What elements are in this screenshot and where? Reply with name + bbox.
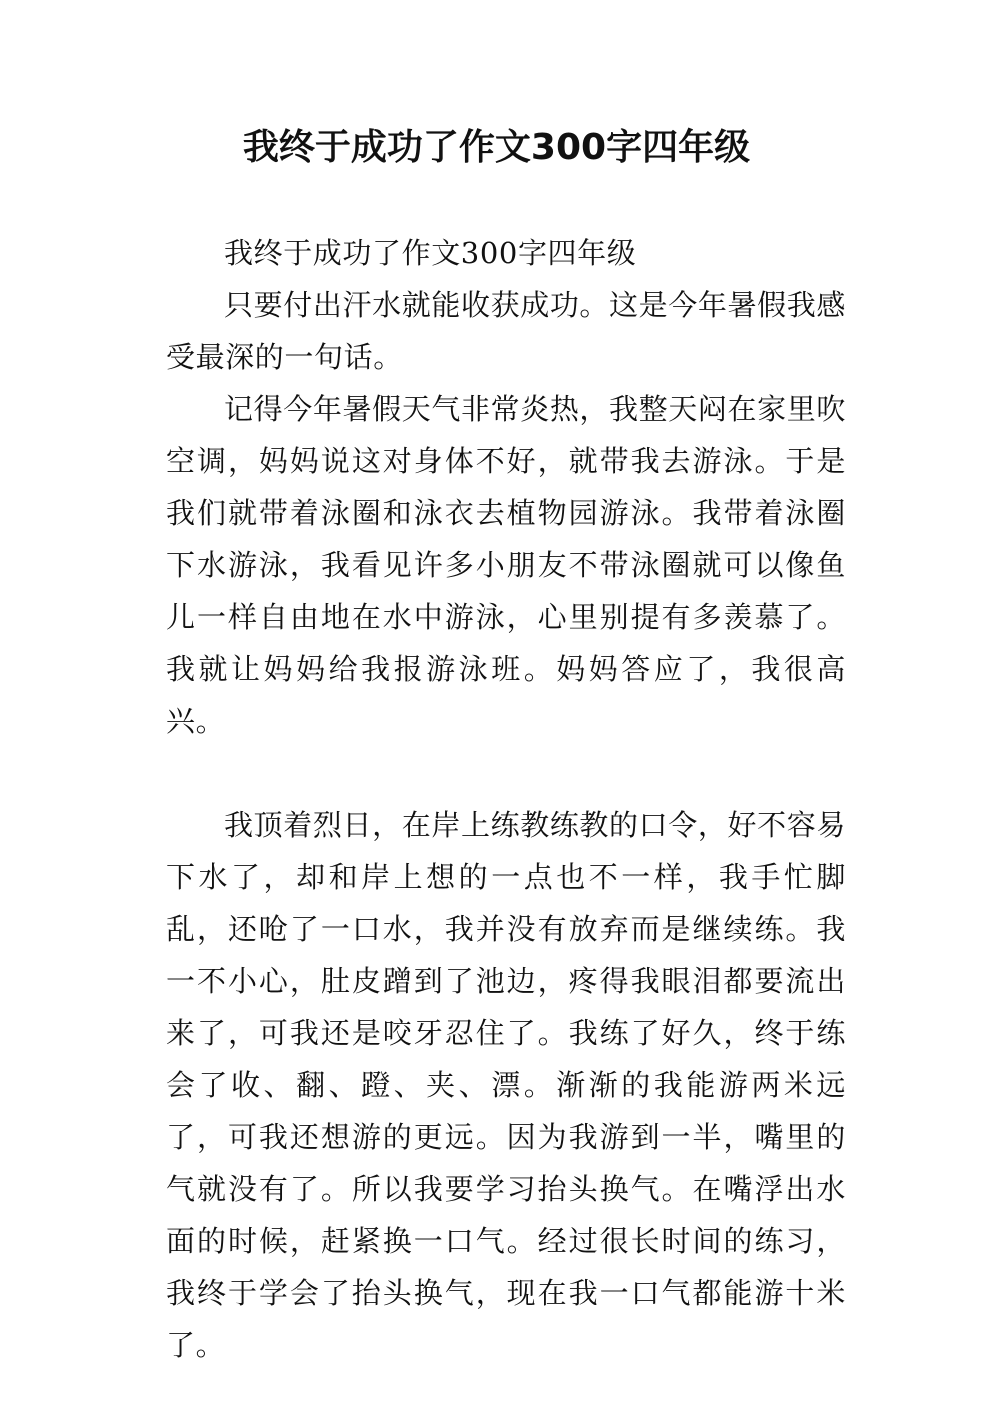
paragraph-practice: 我顶着烈日，在岸上练教练教的口令，好不容易下水了，却和岸上想的一点也不一样，我手忙脚乱，还呛了一口水，我并没有放弃而是继续练。我一不小心，肚皮蹭到了池边，疼得我眼泪都要流出来了，可我还是咬牙忍住了。我练了好久，终于练会了收、翻、蹬、夹、漂。渐渐的我能游两米远了，可我还想游的更远。因为我游到一半，嘴里的气就没有了。所以我要学习抬头换气。在嘴浮出水面的时候，赶紧换一口气。经过很长时间的练习，我终于学会了抬头换气，现在我一口气都能游十米了。 (166, 808, 846, 1362)
paragraph-summer: 记得今年暑假天气非常炎热，我整天闷在家里吹空调，妈妈说这对身体不好，就带我去游泳。于是我们就带着泳圈和泳衣去植物园游泳。我带着泳圈下水游泳，我看见许多小朋友不带泳圈就可以像鱼儿一样自由地在水中游泳，心里别提有多羡慕了。我就让妈妈给我报游泳班。妈妈答应了，我很高兴。 (166, 392, 846, 738)
document-title: 我终于成功了作文300字四年级 (242, 127, 751, 168)
paragraph-intro: 只要付出汗水就能收获成功。这是今年暑假我感受最深的一句话。 (166, 288, 846, 374)
paragraph-subtitle: 我终于成功了作文300字四年级 (224, 236, 637, 270)
document-body (166, 227, 846, 1371)
